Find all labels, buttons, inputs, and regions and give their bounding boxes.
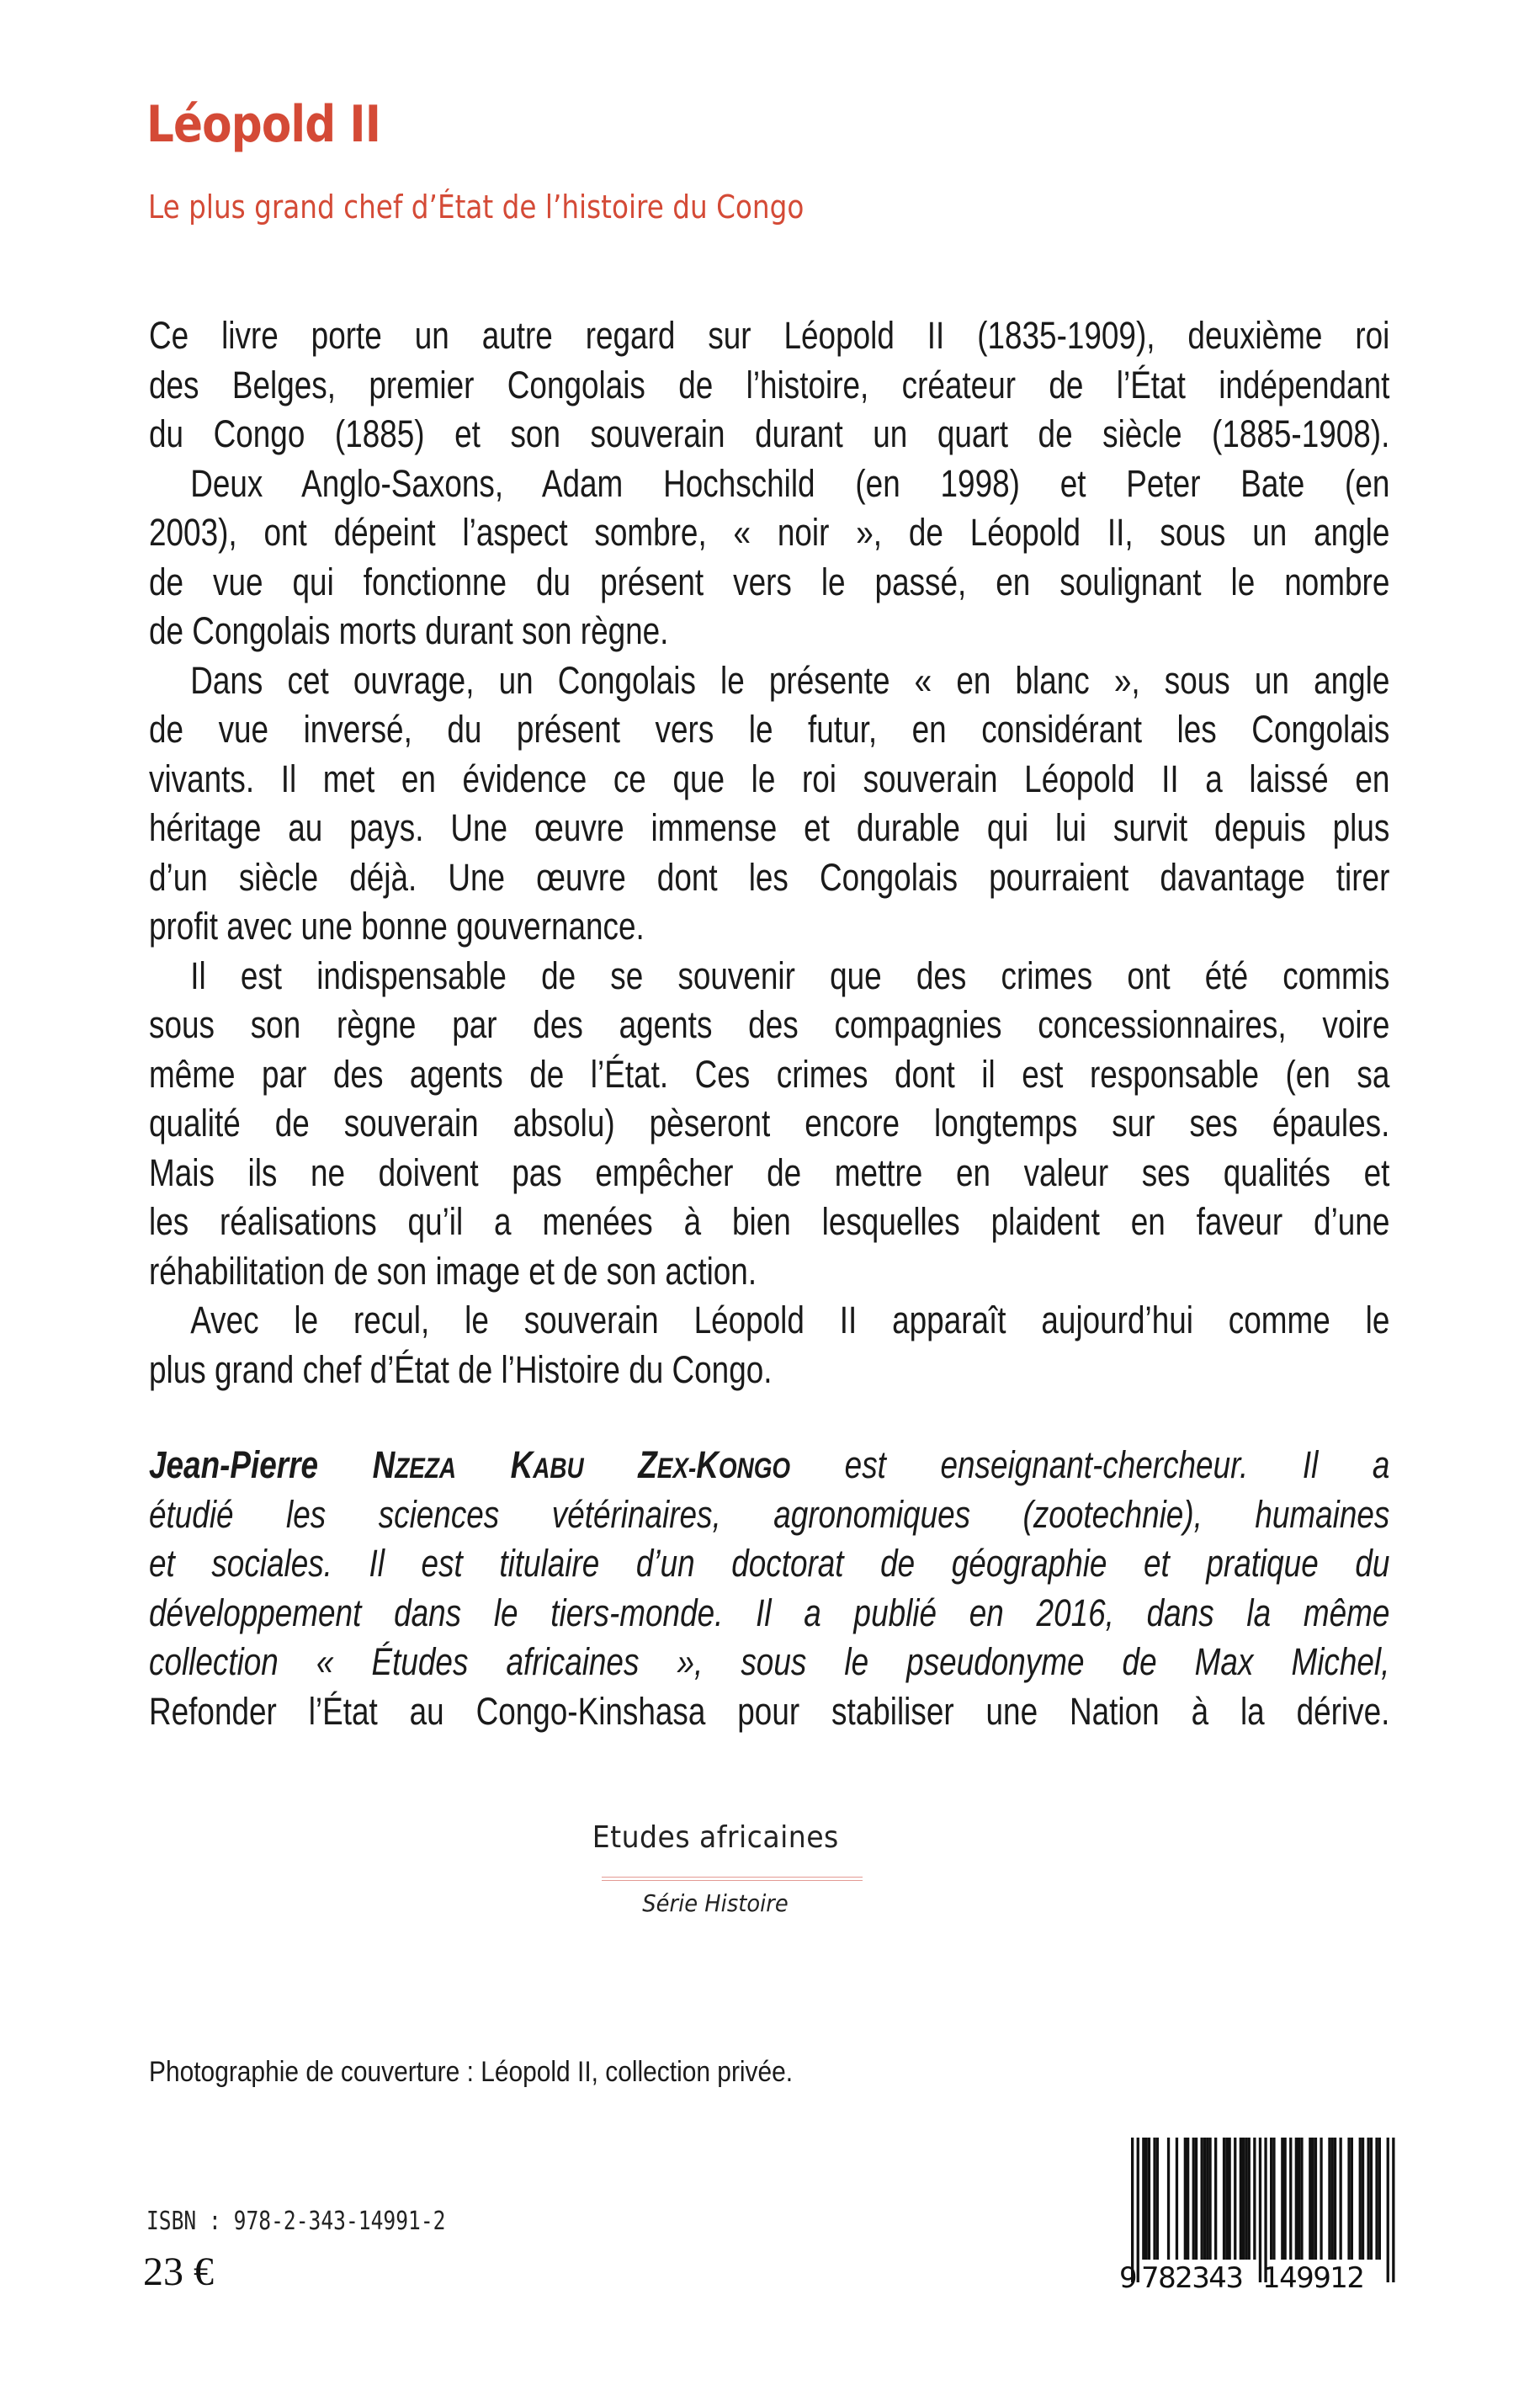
series-subseries: Série Histoire: [642, 1889, 789, 1917]
photo-credit: Photographie de couverture : Léopold II, collection privée.: [149, 2056, 794, 2088]
series-name: Etudes africaines: [592, 1820, 839, 1855]
series-divider: [602, 1877, 863, 1881]
book-subtitle: Le plus grand chef d’État de l’histoire du Congo: [148, 189, 805, 226]
blurb-line: de Congolais morts durant son règne.: [149, 609, 669, 652]
barcode-bar: [1206, 2138, 1208, 2260]
blurb-line: des Belges, premier Congolais de l’histoire, créateur de l’État indépendant: [149, 363, 1390, 406]
author-bio-line: et sociales. Il est titulaire d’un doctorat de géographie et pratique du: [149, 1542, 1390, 1585]
barcode-bar: [1378, 2138, 1381, 2260]
barcode-bar: [1300, 2138, 1303, 2260]
barcode-guard-bar: [1387, 2138, 1389, 2282]
barcode-bar: [1375, 2138, 1378, 2260]
barcode-bar: [1187, 2138, 1189, 2260]
barcode-bar: [1347, 2138, 1350, 2260]
barcode-bar: [1245, 2138, 1247, 2260]
blurb-line: de vue qui fonctionne du présent vers le passé, en soulignant le nombre: [149, 560, 1390, 603]
barcode-bar: [1229, 2138, 1231, 2260]
blurb-line: Dans cet ouvrage, un Congolais le présente « en blanc », sous un angle: [190, 658, 1390, 702]
isbn: ISBN : 978-2-343-14991-2: [146, 2207, 446, 2236]
barcode-bar: [1176, 2138, 1178, 2260]
barcode-bar: [1156, 2138, 1159, 2260]
barcode-bar: [1309, 2138, 1311, 2260]
barcode-bar: [1248, 2138, 1251, 2260]
author-bio-line: collection « Études africaines », sous le pseudonyme de Max Michel,: [149, 1640, 1390, 1683]
barcode-bar: [1234, 2138, 1236, 2260]
blurb-line: Ce livre porte un autre regard sur Léopold II (1835-1909), deuxième roi: [149, 314, 1390, 357]
barcode-bar: [1328, 2138, 1330, 2260]
barcode-lead-digit: 9: [1119, 2261, 1138, 2295]
barcode-bar: [1195, 2138, 1197, 2260]
blurb-line: Avec le recul, le souverain Léopold II apparaît aujourd’hui comme le: [190, 1299, 1390, 1341]
blurb-line: les réalisations qu’il a menées à bien lesquelles plaident en faveur d’une: [149, 1200, 1390, 1243]
isbn-barcode: [1119, 2129, 1405, 2297]
barcode-bar: [1203, 2138, 1206, 2260]
barcode-guard-bar: [1259, 2138, 1261, 2282]
price: 23 €: [143, 2250, 214, 2294]
barcode-bar: [1142, 2138, 1144, 2260]
barcode-bar: [1284, 2138, 1287, 2260]
barcode-bar: [1201, 2138, 1203, 2260]
barcode-right-digits: 149912: [1262, 2261, 1365, 2295]
barcode-bar: [1208, 2138, 1211, 2260]
barcode-bar: [1184, 2138, 1187, 2260]
barcode-bar: [1298, 2138, 1300, 2260]
barcode-bar: [1359, 2138, 1362, 2260]
barcode-left-digits: 782343: [1141, 2261, 1244, 2295]
series-logo: [505, 1818, 926, 1917]
previous-book-title: Refonder l’État au Congo-Kinshasa pour stabiliser une Nation à la dérive.: [149, 1689, 1390, 1733]
blurb-line: qualité de souverain absolu) pèseront encore longtemps sur ses épaules.: [149, 1102, 1390, 1145]
barcode-bar: [1223, 2138, 1225, 2260]
barcode-bar: [1242, 2138, 1245, 2260]
barcode-bar: [1192, 2138, 1195, 2260]
barcode-bar: [1253, 2138, 1256, 2260]
barcode-bar: [1367, 2138, 1370, 2260]
blurb-line: d’un siècle déjà. Une œuvre dont les Congolais pourraient davantage tirer: [149, 855, 1390, 899]
barcode-bar: [1340, 2138, 1342, 2260]
barcode-bar: [1334, 2138, 1336, 2260]
barcode-bar: [1331, 2138, 1334, 2260]
barcode-bar: [1225, 2138, 1228, 2260]
blurb-line: 2003), ont dépeint l’aspect sombre, « noir », de Léopold II, sous un angle: [149, 511, 1390, 554]
barcode-bar: [1362, 2138, 1364, 2260]
author-surname-1: NZEZA: [372, 1443, 457, 1486]
author-surname-3: ZEX-KONGO: [638, 1443, 791, 1486]
barcode-bar: [1314, 2138, 1317, 2260]
blurb-line: héritage au pays. Une œuvre immense et durable qui lui survit depuis plus: [149, 806, 1390, 849]
barcode-bar: [1351, 2138, 1353, 2260]
author-surname-2: KABU: [510, 1443, 584, 1486]
barcode-guard-bar: [1392, 2138, 1394, 2282]
blurb-line: de vue inversé, du présent vers le futur, en considérant les Congolais: [149, 708, 1390, 751]
barcode-bar: [1281, 2138, 1283, 2260]
barcode-bar: [1270, 2138, 1272, 2260]
barcode-bar: [1148, 2138, 1150, 2260]
blurb-line: du Congo (1885) et son souverain durant un quart de siècle (1885-1908).: [149, 412, 1390, 455]
author-bio-line: développement dans le tiers-monde. Il a publié en 2016, dans la même: [149, 1591, 1390, 1634]
barcode-bar: [1272, 2138, 1275, 2260]
barcode-bar: [1240, 2138, 1242, 2260]
barcode-bar: [1320, 2138, 1322, 2260]
barcode-bar: [1167, 2138, 1170, 2260]
blurb-line: sous son règne par des agents des compagnies concessionnaires, voire: [149, 1003, 1390, 1046]
author-name: Jean-Pierre NZEZA KABU ZEX-KONGO: [149, 1443, 791, 1486]
blurb-line: Mais ils ne doivent pas empêcher de mettre en valeur ses qualités et: [149, 1150, 1390, 1194]
blurb-line: même par des agents de l’État. Ces crimes dont il est responsable (en sa: [149, 1052, 1390, 1096]
barcode-bar: [1289, 2138, 1292, 2260]
barcode-bar: [1312, 2138, 1314, 2260]
barcode-bar: [1214, 2138, 1217, 2260]
book-title: Léopold II: [146, 95, 381, 154]
barcode-bar: [1370, 2138, 1373, 2260]
author-bio-line: Jean-Pierre NZEZA KABU ZEX-KONGO est enseignant-chercheur. Il a: [149, 1443, 1390, 1486]
blurb-line: plus grand chef d’État de l’Histoire du Congo.: [149, 1347, 773, 1391]
barcode-bar: [1145, 2138, 1148, 2260]
blurb-line: Il est indispensable de se souvenir que des crimes ont été commis: [190, 953, 1390, 997]
barcode-bar: [1295, 2138, 1298, 2260]
blurb-line: profit avec une bonne gouvernance.: [149, 905, 645, 948]
barcode-bar: [1153, 2138, 1155, 2260]
blurb-line: réhabilitation de son image et de son action.: [149, 1249, 757, 1293]
author-bio-line: étudié les sciences vétérinaires, agronomiques (zootechnie), humaines: [149, 1492, 1390, 1536]
blurb-line: Deux Anglo-Saxons, Adam Hochschild (en 1998) et Peter Bate (en: [190, 461, 1390, 505]
blurb-line: vivants. Il met en évidence ce que le roi souverain Léopold II a laissé en: [149, 757, 1390, 800]
